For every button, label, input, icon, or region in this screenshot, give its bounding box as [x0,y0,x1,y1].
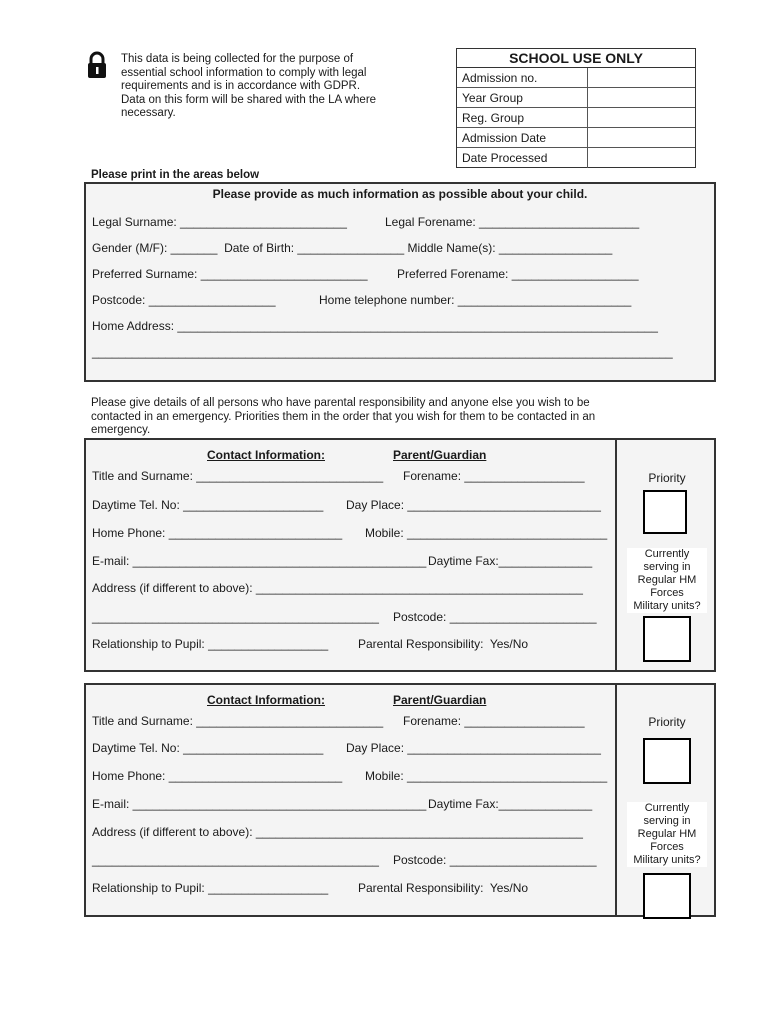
row-label: Admission Date [462,131,547,145]
day-place-field[interactable]: Day Place: _____________________________ [346,498,601,512]
mobile-field[interactable]: Mobile: ______________________________ [365,526,608,540]
military-line: serving in [643,815,691,827]
home-address-line2-field[interactable]: _______________________________________________________________________________________ [92,345,673,359]
email-field[interactable]: E-mail: ____________________________________________ [92,797,427,811]
home-address-field[interactable]: Home Address: ________________________________________________________________________ [92,319,658,333]
military-box[interactable] [643,873,691,919]
parent-guardian-heading: Parent/Guardian [393,448,487,462]
mobile-field[interactable]: Mobile: ______________________________ [365,769,608,783]
military-line: serving in [643,561,691,573]
military-line: Military units? [633,600,701,612]
daytime-tel-field[interactable]: Daytime Tel. No: _____________________ [92,498,324,512]
contact-box-2 [84,683,716,917]
instruction-line: Please give details of all persons who have parental responsibility and anyone else you wish to be [91,397,590,409]
military-line: Military units? [633,854,701,866]
address-field[interactable]: Address (if different to above): _________________________________________________ [92,581,583,595]
relationship-field[interactable]: Relationship to Pupil: __________________ [92,637,329,651]
relationship-field[interactable]: Relationship to Pupil: __________________ [92,881,329,895]
priority-label: Priority [648,471,686,485]
home-telephone-field[interactable]: Home telephone number: __________________________ [319,293,632,307]
military-box[interactable] [643,616,691,662]
postcode-field[interactable]: Postcode: ___________________ [92,293,276,307]
home-phone-field[interactable]: Home Phone: __________________________ [92,526,343,540]
gdpr-line: Data on this form will be shared with the LA where [121,93,377,106]
school-use-row [457,68,695,88]
gdpr-line: necessary. [121,107,176,120]
email-field[interactable]: E-mail: ____________________________________________ [92,554,427,568]
legal-surname-field[interactable]: Legal Surname: _________________________ [92,215,347,229]
military-label [627,548,707,613]
school-use-row [457,128,695,148]
parent-guardian-heading: Parent/Guardian [393,693,487,707]
school-use-row [457,148,695,168]
row-label: Admission no. [462,71,538,85]
address-field[interactable]: Address (if different to above): _________________________________________________ [92,825,583,839]
address-line2-field[interactable]: ___________________________________________ [92,610,379,624]
contact-postcode-field[interactable]: Postcode: ______________________ [393,853,597,867]
gdpr-line: This data is being collected for the purpose of [121,53,354,65]
row-label: Year Group [462,91,523,105]
gdpr-line: requirements and is in accordance with GDPR. [121,80,361,93]
home-phone-field[interactable]: Home Phone: __________________________ [92,769,343,783]
legal-forename-field[interactable]: Legal Forename: ________________________ [385,215,640,229]
title-surname-field[interactable]: Title and Surname: ____________________________ [92,714,384,728]
child-heading: Please provide as much information as possible about your child. [212,187,588,201]
military-line: Currently [644,802,690,814]
gender-dob-middle-field[interactable]: Gender (M/F): _______ Date of Birth: ________________ Middle Name(s): _________________ [92,241,613,255]
priority-box[interactable] [643,490,687,534]
preferred-surname-field[interactable]: Preferred Surname: _________________________ [92,267,368,281]
parental-responsibility-field[interactable]: Parental Responsibility: Yes/No [358,637,529,651]
parental-responsibility-field[interactable]: Parental Responsibility: Yes/No [358,881,529,895]
daytime-tel-field[interactable]: Daytime Tel. No: _____________________ [92,741,324,755]
daytime-fax-field[interactable]: Daytime Fax:______________ [428,554,593,568]
preferred-forename-field[interactable]: Preferred Forename: ___________________ [397,267,639,281]
military-line: Forces [650,587,684,599]
gdpr-line: essential school information to comply with legal [121,66,367,79]
instruction-line: emergency. [91,424,151,437]
priority-box[interactable] [643,738,691,784]
day-place-field[interactable]: Day Place: _____________________________ [346,741,601,755]
forename-field[interactable]: Forename: __________________ [403,469,585,483]
row-label: Date Processed [462,151,548,165]
contact-box-1 [84,438,716,672]
forename-field[interactable]: Forename: __________________ [403,714,585,728]
contact-postcode-field[interactable]: Postcode: ______________________ [393,610,597,624]
padlock-icon [86,50,108,80]
row-label: Reg. Group [462,111,525,125]
military-line: Forces [650,841,684,853]
contacts-instructions [91,397,691,438]
school-use-only-table [456,48,696,168]
school-use-row [457,88,695,108]
address-line2-field[interactable]: ___________________________________________ [92,853,379,867]
contact-heading: Contact Information: [207,448,325,462]
military-line: Currently [644,548,690,560]
school-use-title: SCHOOL USE ONLY [457,49,695,68]
military-line: Regular HM [637,574,697,586]
title-surname-field[interactable]: Title and Surname: ____________________________ [92,469,384,483]
print-heading: Please print in the areas below [91,169,260,181]
contact-heading: Contact Information: [207,693,325,707]
instruction-line: contacted in an emergency. Priorities them in the order that you wish for them to be contacted in an [91,410,596,423]
gdpr-statement [121,53,431,121]
military-label [627,802,707,867]
school-use-row [457,108,695,128]
child-details-box [84,182,716,382]
priority-label: Priority [648,715,686,729]
daytime-fax-field[interactable]: Daytime Fax:______________ [428,797,593,811]
military-line: Regular HM [637,828,697,840]
